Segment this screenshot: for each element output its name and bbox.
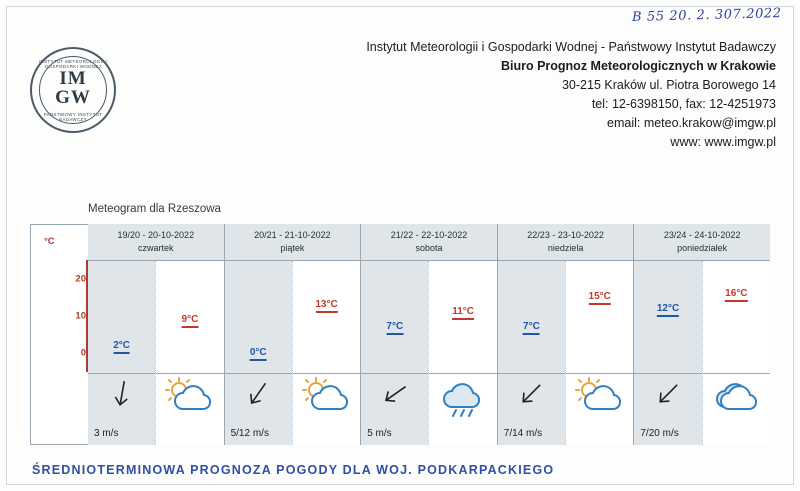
column-header [361,224,497,261]
temperature-value: 0°C [249,347,267,359]
plot-area [225,261,292,374]
weather-row [361,373,428,445]
column-header [225,224,361,261]
column-weekday: niedziela [547,243,584,253]
night-band [634,261,701,445]
column-period: 20/21 - 21-10-2022 [254,230,331,240]
forecast-column [633,224,770,445]
night-band [225,261,292,445]
temperature-bar [182,326,199,328]
wind-direction-arrow-icon [225,379,292,409]
plot-area [156,261,223,374]
sun-behind-cloud-icon [165,377,215,417]
wind-speed-label: 3 m/s [94,428,119,439]
forecast-column [360,224,497,445]
max-temperature-label [723,288,749,302]
header-line-institute: Instytut Meteorologii i Gospodarki Wodnej - Państwowy Instytut Badawczy [366,40,776,54]
temperature-bar [589,303,611,305]
weather-row [429,373,496,445]
max-temperature-label [313,299,339,313]
wind-speed-label: 5/12 m/s [230,428,269,439]
footer-banner: ŚREDNIOTERMINOWA PROGNOZA POGODY DLA WOJ. PODKARPACKIEGO [32,463,555,477]
column-body [498,261,634,445]
column-weekday: piątek [280,243,305,253]
column-weekday: czwartek [138,243,174,253]
plot-area [361,261,428,374]
night-band [498,261,565,445]
weather-row [156,373,223,445]
weather-row [566,373,633,445]
temperature-axis [70,260,88,372]
column-body [88,261,224,445]
wind-speed-label: 7/14 m/s [503,428,543,439]
plot-area [498,261,565,374]
day-band [428,261,496,445]
forecast-column [497,224,634,445]
temperature-value: 9°C [181,313,199,325]
max-temperature-label [450,306,476,320]
day-band [292,261,360,445]
meteogram-chart [30,224,770,445]
column-body [361,261,497,445]
logo-text [30,69,116,107]
weather-row [634,373,701,445]
plot-area [703,261,770,374]
temperature-value: 2°C [113,339,131,351]
min-temperature-label [384,321,405,335]
temperature-value: 13°C [315,298,338,310]
rain-cloud-icon [438,377,488,417]
night-band [361,261,428,445]
header-line-phone: tel: 12-6398150, fax: 12-4251973 [591,97,776,111]
wind-speed-label: 5 m/s [367,428,392,439]
column-period: 22/23 - 23-10-2022 [527,230,604,240]
wind-direction-arrow-icon [88,379,155,409]
temperature-value: 7°C [523,321,540,333]
temperature-bar [315,311,337,313]
header-line-email: email: meteo.krakow@imgw.pl [607,116,776,130]
weather-row [498,373,565,445]
header-line-web: www: www.imgw.pl [670,135,776,149]
temperature-value: 15°C [588,291,611,303]
temperature-bar [386,333,403,335]
cloudy-icon [711,377,761,417]
min-temperature-label [655,303,681,317]
column-header [634,224,770,261]
day-band [702,261,770,445]
temperature-bar [657,315,679,317]
temperature-value: 11°C [452,306,475,318]
temperature-value: 12°C [656,302,680,314]
axis-tick-label: 10 [75,310,86,322]
column-weekday: sobota [415,243,443,253]
temperature-value: 16°C [725,287,748,299]
wind-direction-arrow-icon [361,379,428,409]
min-temperature-label [111,340,132,354]
max-temperature-label [180,314,201,328]
column-period: 21/22 - 22-10-2022 [390,230,468,240]
column-weekday: poniedziałek [677,243,728,253]
temperature-bar [250,359,267,361]
temperature-bar [113,352,130,354]
min-temperature-label [248,347,269,361]
plot-area [566,261,633,374]
institute-header [366,38,776,152]
forecast-columns [88,224,770,445]
axis-tick-label: 0 [80,347,86,359]
sun-behind-cloud-icon [302,377,352,417]
weather-row [225,373,292,445]
temperature-value: 7°C [386,321,404,333]
weather-row [703,373,770,445]
temperature-bar [523,333,540,335]
weather-row [293,373,360,445]
plot-area [429,261,496,374]
plot-area [634,261,701,374]
handwritten-note: B 55 20. 2. 307.2022 [632,6,783,25]
column-period: 23/24 - 24-10-2022 [663,230,741,240]
forecast-column [88,224,224,445]
weather-row [88,373,155,445]
plot-area [293,261,360,374]
column-body [634,261,770,445]
column-period: 19/20 - 20-10-2022 [117,230,195,240]
min-temperature-label [521,321,542,335]
logo-arc-bottom: PAŃSTWOWY INSTYTUT BADAWCZY [43,112,103,122]
header-line-address: 30-215 Kraków ul. Piotra Borowego 14 [561,78,776,92]
logo-arc-top: INSTYTUT METEOROLOGII I GOSPODARKI WODNEJ [38,59,108,69]
plot-area [88,261,155,374]
temperature-bar [725,300,747,302]
forecast-column [224,224,361,445]
meteogram-title: Meteogram dla Rzeszowa [88,203,221,215]
column-header [88,224,224,261]
day-band [565,261,633,445]
max-temperature-label [587,291,613,305]
day-band [155,261,223,445]
wind-speed-label: 7/20 m/s [640,428,679,439]
temperature-bar [452,318,474,320]
sun-behind-cloud-icon [575,377,625,417]
night-band [88,261,155,445]
column-header [498,224,634,261]
logo-text-im: IM [59,68,87,89]
logo-text-gw: GW [55,87,91,108]
axis-tick-label: 20 [75,273,86,285]
wind-direction-arrow-icon [634,379,701,409]
wind-direction-arrow-icon [498,379,565,409]
imgw-logo [30,47,116,133]
header-line-office: Biuro Prognoz Meteorologicznych w Krakowie [500,59,776,73]
column-body [225,261,361,445]
axis-unit-label: °C [44,236,55,247]
